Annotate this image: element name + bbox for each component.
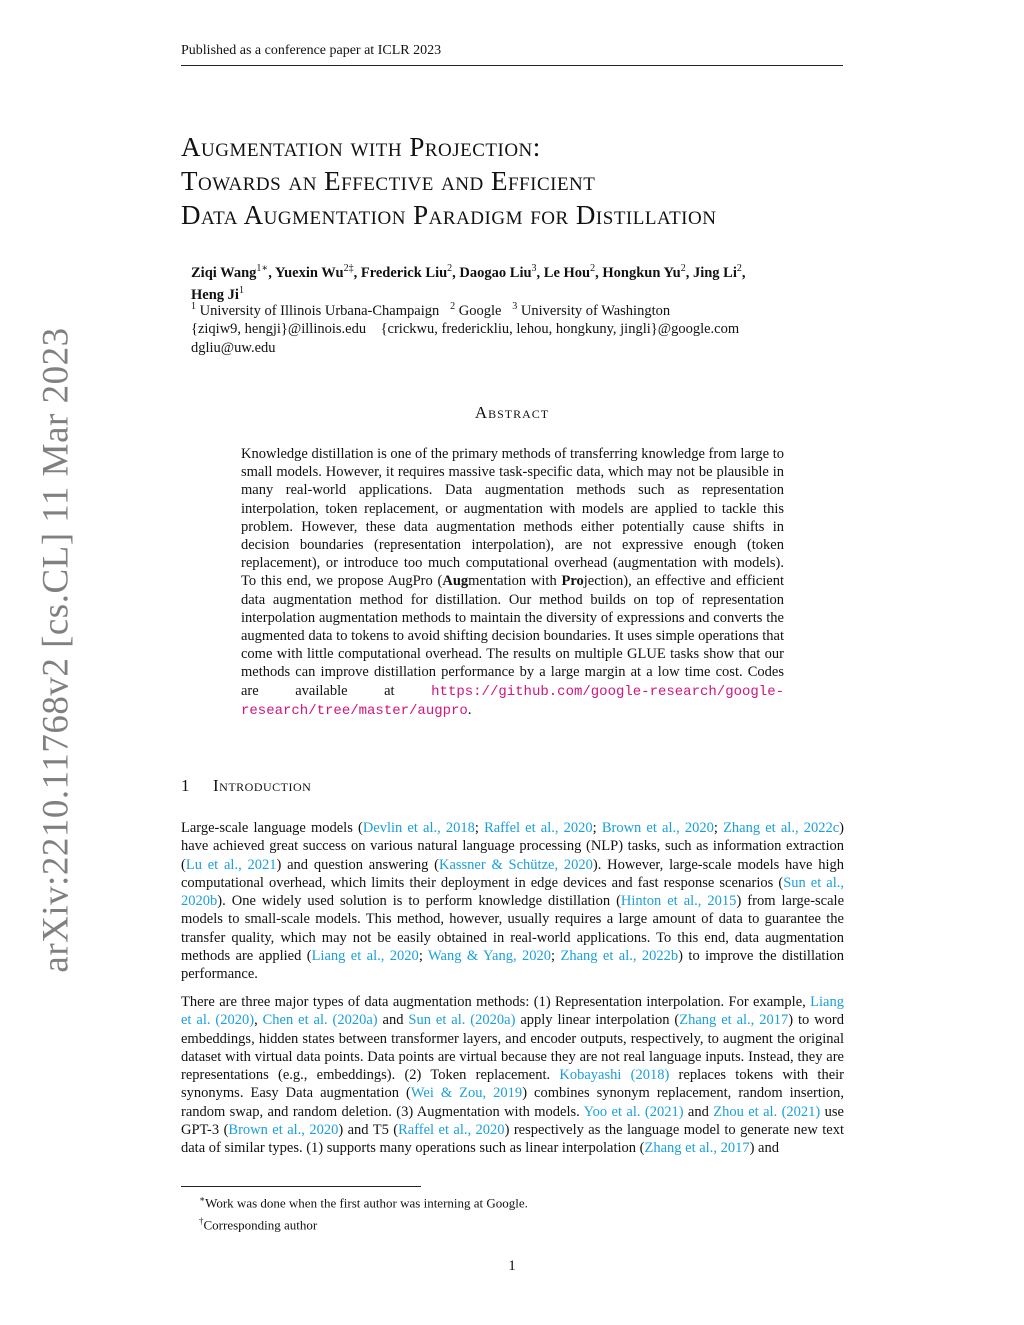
footnote-text: Corresponding author — [203, 1217, 318, 1233]
body-text: ; — [551, 948, 561, 965]
citation-link[interactable]: Brown et al., 2020 — [601, 820, 714, 836]
author-mark: 2‡ — [343, 263, 354, 274]
affiliation-line — [191, 298, 841, 320]
author-name: Ziqi Wang — [191, 264, 257, 281]
affiliation-name: Google — [458, 302, 502, 319]
citation-link[interactable]: Yoo et al. (2021) — [583, 1103, 684, 1120]
body-text: ; — [592, 820, 602, 836]
affiliation-name: University of Washington — [520, 302, 671, 319]
citation-link[interactable]: Raffel et al., 2020 — [484, 820, 593, 836]
arxiv-identifier-stamp: arXiv:2210.11768v2 [cs.CL] 11 Mar 2023 — [35, 327, 77, 973]
intro-paragraph — [181, 819, 844, 984]
body-text: ) to word embeddings, hidden states between transformer layers, and encoder outputs, respectively, to augment the original dataset with virtual data points. Data points are virtual because they are not real language inputs. Instead, they are representations (e.g., embeddings). (2) Token replacement. — [181, 1012, 844, 1084]
body-text: ) and question answering ( — [276, 856, 439, 873]
page-number: 1 — [508, 1258, 516, 1274]
citation-link[interactable]: Zhang et al., 2017 — [644, 1140, 750, 1157]
author-name: Frederick Liu — [360, 264, 448, 281]
citation-link[interactable]: Sun et al. (2020a) — [408, 1012, 516, 1029]
body-text: ). However, large-scale models have high computational overhead, which limits their deployment in edge devices and fast response scenarios ( — [181, 856, 844, 891]
author-name: Jing Li — [692, 264, 737, 281]
citation-link[interactable]: Liang et al. (2020) — [181, 994, 844, 1029]
footnote-text: Work was done when the first author was interning at Google. — [205, 1195, 528, 1211]
footnote — [199, 1190, 528, 1212]
abstract-heading: Abstract — [474, 403, 550, 422]
section-number: 1 — [181, 776, 190, 795]
body-text: ) and T5 ( — [338, 1122, 399, 1139]
citation-link[interactable]: Liang et al., 2020 — [311, 948, 419, 965]
body-text: ) respectively as the language model to generate new text data of similar types. (1) supports many operations such as linear interpolation ( — [181, 1122, 844, 1157]
body-text: There are three major types of data augmentation methods: (1) Representation interpolation. For example, — [181, 994, 811, 1010]
body-text: , — [254, 1012, 263, 1029]
email-line — [191, 339, 841, 358]
author-mark: 3 — [531, 263, 537, 274]
body-text: use GPT-3 ( — [181, 1103, 844, 1139]
body-text: ) to improve the distillation performance. — [181, 948, 844, 983]
running-header: Published as a conference paper at ICLR 2023 — [181, 43, 843, 66]
author-mark: 2 — [447, 263, 453, 274]
email-address[interactable]: {crickwu, frederickliu, lehou, hongkuny, jingli}@google.com — [380, 321, 740, 338]
body-text: Large-scale language models ( — [181, 820, 363, 836]
abstract-text: . — [467, 701, 472, 718]
body-text: apply linear interpolation ( — [515, 1012, 680, 1029]
footnote — [199, 1212, 528, 1234]
author-name: Heng Ji — [191, 286, 239, 303]
title-line: Augmentation with Projection: — [181, 132, 541, 162]
author-name: Daogao Liu — [459, 264, 532, 281]
footnote-mark: ∗ — [199, 1194, 206, 1204]
footnote-divider — [181, 1186, 421, 1187]
abstract-text: Knowledge distillation is one of the primary methods of transferring knowledge from large to small models. However, it requires massive task-specific data, which may not be plausible in many real-world applications. Data augmentation methods such as representation interpolation, token replacement, or augmentation with models are applied to tackle this problem. However, these data augmentation methods either potentially cause shifts in decision boundaries (representation interpolation), are not expressive enough (token replacement), or introduce too much computational overhead (augmentation with models). To this end, we propose AugPro ( — [241, 446, 784, 590]
email-address[interactable]: {ziqiw9, hengji}@illinois.edu — [191, 321, 367, 338]
citation-link[interactable]: Hinton et al., 2015 — [620, 893, 737, 910]
author-name: Le Hou — [543, 264, 591, 281]
affiliation-mark: 1 — [191, 301, 196, 312]
footnote-mark: † — [199, 1216, 204, 1227]
body-text: ) have achieved great success on various natural language processing (NLP) tasks, such as information extraction ( — [181, 820, 844, 873]
citation-link[interactable]: Zhang et al., 2022c — [723, 820, 840, 836]
abstract-text: mentation with — [468, 573, 562, 590]
affiliation-mark: 3 — [512, 301, 518, 312]
body-text: and — [683, 1103, 714, 1120]
citation-link[interactable]: Chen et al. (2020a) — [262, 1012, 378, 1029]
author-name: Hongkun Yu — [602, 264, 681, 281]
code-url-link[interactable]: https://github.com/google-research/google-research/tree/master/augpro — [241, 683, 784, 719]
footnotes — [199, 1190, 528, 1235]
author-mark: 1 — [238, 284, 244, 296]
section-title: Introduction — [213, 776, 312, 795]
affiliation-mark: 2 — [450, 301, 456, 312]
author-mark: 2 — [680, 263, 686, 274]
citation-link[interactable]: Brown et al., 2020 — [228, 1122, 339, 1139]
title-line: Data Augmentation Paradigm for Distillation — [181, 200, 717, 230]
body-text: ; — [418, 948, 428, 965]
author-list: Ziqi Wang$^{1∗}$, Yuexin $Wu^{2\ddagger}$, Frederick Liu$^2$, Daogao Liu$^3$, Le Hou$^2$, Hongkun Yu$^2$, Jing Li$^2$, Heng Ji$^1$ — [191, 263, 746, 303]
citation-link[interactable]: Devlin et al., 2018 — [362, 820, 475, 836]
abstract-text: jection), an effective and efficient data augmentation method for distillation. Our method builds on top of representation interpolation augmentation methods to maintain the diversity of expressions and converts the augmented data to tokens to avoid shifting decision boundaries. It uses simple operations that come with little computational overhead. The results on multiple GLUE tasks show that our methods can improve distillation performance by a large margin at a low time cost. Codes are available at — [241, 573, 784, 699]
citation-link[interactable]: Zhou et al. (2021) — [713, 1103, 821, 1120]
citation-link[interactable]: Wang & Yang, 2020 — [428, 948, 552, 965]
body-text: ) from large-scale models to small-scale models. This method, however, usually requires a large amount of data to guarantee the transfer quality, which may not be easily obtained in real-world applications. To this end, data augmentation methods are applied ( — [181, 893, 845, 965]
abstract-bold: Aug — [442, 573, 469, 590]
citation-link[interactable]: Lu et al., 2021 — [185, 856, 277, 873]
citation-link[interactable]: Zhang et al., 2022b — [560, 948, 679, 965]
body-text: ; — [713, 820, 724, 836]
title-line: Towards an Effective and Efficient — [181, 166, 596, 196]
paper-title — [181, 130, 861, 232]
affiliation-name: University of Illinois Urbana-Champaign — [199, 302, 440, 319]
body-text: ; — [474, 820, 485, 836]
citation-link[interactable]: Kobayashi (2018) — [559, 1067, 670, 1084]
citation-link[interactable]: Wei & Zou, 2019 — [410, 1085, 523, 1102]
citation-link[interactable]: Zhang et al., 2017 — [679, 1012, 789, 1029]
section-heading — [181, 776, 311, 796]
abstract-body — [241, 445, 784, 720]
body-text: and — [377, 1012, 409, 1029]
citation-link[interactable]: Kassner & Schütze, 2020 — [438, 856, 593, 873]
body-text: ) combines synonym replacement, random insertion, random swap, and random deletion. (3) Augmentation with models. — [181, 1085, 845, 1120]
author-mark: 2 — [590, 263, 596, 274]
affiliations — [191, 298, 841, 357]
body-text: replaces tokens with their synonyms. Easy Data augmentation ( — [181, 1067, 845, 1102]
author-mark: 1∗ — [256, 263, 269, 274]
body-text: ) and — [749, 1140, 779, 1157]
citation-link[interactable]: Raffel et al., 2020 — [398, 1122, 505, 1139]
email-line — [191, 320, 841, 339]
email-address[interactable]: dgliu@uw.edu — [191, 339, 276, 356]
intro-paragraph — [181, 993, 844, 1158]
body-text: ). One widely used solution is to perform knowledge distillation ( — [217, 893, 621, 910]
citation-link[interactable]: Sun et al., 2020b — [181, 874, 844, 910]
author-mark: 2 — [736, 263, 742, 274]
author-name: Yuexin Wu — [274, 264, 344, 281]
abstract-bold: Pro — [561, 573, 584, 590]
